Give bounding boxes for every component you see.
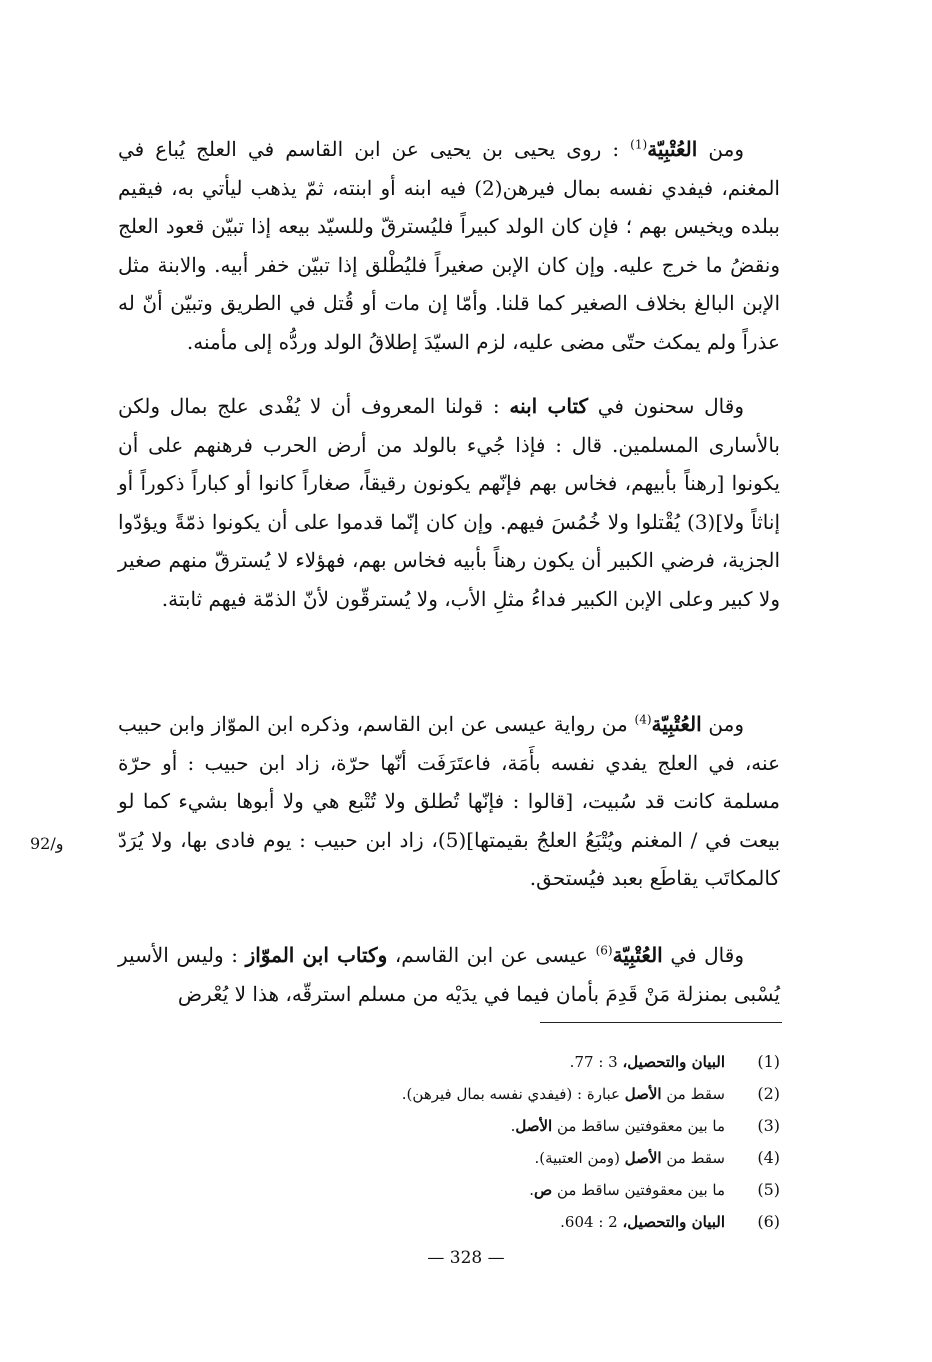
footnote-item: [380, 1078, 780, 1110]
p2-source: كتاب ابنه: [509, 394, 589, 418]
p2-prefix: وقال سحنون في: [588, 394, 744, 418]
footnote-text: 2 : 604.: [560, 1213, 623, 1231]
footnote-source: البيان والتحصيل،: [622, 1213, 725, 1231]
footnote-text: عبارة : (فيفدي نفسه بمال فيرهن).: [401, 1085, 625, 1103]
p3-text: من رواية عيسى عن ابن القاسم، وذكره ابن الموّاز وابن حبيب عنه، في العلج يفدي نفسه بأَمَة، فاعتَرَفَت أنّها حرّة، زاد ابن حبيب : أو حرّة مسلمة كانت قد سُبيت، [قالوا : فإنّها تُطلق ولا تُتْبع هي ولا أبوها بشيء كما لو بيعت في / المغنم ويُتْبَعُ العلجُ بقيمتها](5)، زاد ابن حبيب : يوم فادى بها، ولا يُرَدّ كالمكاتَب يقاطَع بعبد فيُستحق.: [118, 712, 781, 890]
footnote-source: الأصل: [624, 1149, 662, 1167]
paragraph-2: [118, 387, 780, 618]
footnotes: [380, 1046, 780, 1238]
footnote-source: ص: [534, 1181, 553, 1199]
footnote-number: (3): [757, 1116, 780, 1135]
p4-prefix: وقال في: [662, 943, 744, 967]
footnote-item: [380, 1142, 780, 1174]
footnote-pre: ما بين معقوفتين ساقط من: [552, 1117, 725, 1135]
p3-prefix: ومن: [701, 712, 745, 736]
footnote-number: (2): [757, 1084, 780, 1103]
p2-text: : قولنا المعروف أن لا يُفْدى علج بمال ولكن بالأسارى المسلمين. قال : فإذا جُيء بالولد من أرض الحرب فرهنهم على أن يكونوا [رهناً بأبيهم، فخاس بهم فإنّهم يكونون رقيقاً، صغاراً كانوا أو كباراً ذكوراً أو إناثاً ولا](3) يُقْتلوا ولا خُمُسَ فيهم. وإن كان إنّما قدموا على أن يكونوا ذمّةً ويؤدّوا الجزية، فرضي الكبير أن يكون رهناً بأبيه فخاس بهم، فهؤلاء لا يُسترقّ منهم صغير ولا كبير وعلى الإبن الكبير فداءُ مثلِ الأب، ولا يُسترقّون لأنّ الذمّة فيهم ثابتة.: [118, 394, 781, 611]
footnote-text: 3 : 77.: [569, 1053, 623, 1071]
paragraph-3: [118, 705, 780, 898]
footnote-number: (6): [757, 1212, 780, 1231]
p1-text: : روى يحيى بن يحيى عن ابن القاسم في العلج يُباع في المغنم، فيفدي نفسه بمال فيرهن(2) فيه ابنه أو ابنته، ثمّ يذهب ليأتي به، فيقيم ببلده ويخيس بهم ؛ فإن كان الولد كبيراً فليُسترقّ وللسيّد بيعه إذا تبيّن قعود العلج ونقضُ ما خرج عليه. وإن كان الإبن صغيراً فليُطْلق إذا تبيّن خفر أبيه. والابنة مثل الإبن البالغ بخلاف الصغير كما قلنا. وأمّا إن مات أو قُتل في الطريق وتبيّن أنّ له عذراً ولم يمكث حتّى مضى عليه، لزم السيّدَ إطلاقُ الولد وردُّه إلى مأمنه.: [118, 137, 780, 354]
footnote-pre: ما بين معقوفتين ساقط من: [552, 1181, 725, 1199]
footnote-number: (5): [757, 1180, 780, 1199]
p1-prefix: ومن: [697, 137, 745, 161]
footnote-pre: سقط من: [661, 1085, 725, 1103]
p3-source: العُتْبِيّة: [651, 712, 702, 736]
footnote-source: الأصل: [515, 1117, 553, 1135]
footnote-source: الأصل: [624, 1085, 662, 1103]
footnote-item: [380, 1206, 780, 1238]
footnote-item: [380, 1174, 780, 1206]
paragraph-1: [118, 130, 780, 361]
footnote-item: [380, 1046, 780, 1078]
p4-footnote-ref: (6): [595, 943, 613, 958]
p4-mid: عيسى عن ابن القاسم،: [387, 943, 596, 967]
p4-source: العُتْبِيّة: [612, 943, 663, 967]
footnote-text: .: [529, 1181, 535, 1199]
p4-source-2: وكتاب ابن الموّاز: [245, 943, 388, 967]
footnote-item: [380, 1110, 780, 1142]
p3-footnote-ref: (4): [634, 712, 652, 727]
paragraph-4: [118, 936, 780, 1013]
footnote-text: (ومن العتبية).: [534, 1149, 625, 1167]
footnote-text: .: [510, 1117, 516, 1135]
p1-footnote-ref: (1): [630, 137, 648, 152]
p1-source: العُتْبِيّة: [647, 137, 698, 161]
page-number: — 328 —: [427, 1248, 505, 1268]
footnote-pre: سقط من: [661, 1149, 725, 1167]
footnote-divider: [540, 1022, 782, 1023]
margin-folio-note: 92/و: [30, 834, 64, 853]
footnote-source: البيان والتحصيل،: [622, 1053, 725, 1071]
footnote-number: (4): [757, 1148, 780, 1167]
footnote-number: (1): [757, 1052, 780, 1071]
p4-text: : وليس الأسير يُسْبى بمنزلة مَنْ قَدِمَ بأمان فيما في يدَيْه من مسلم استرقّه، هذا لا يُعْرض: [118, 943, 780, 1006]
